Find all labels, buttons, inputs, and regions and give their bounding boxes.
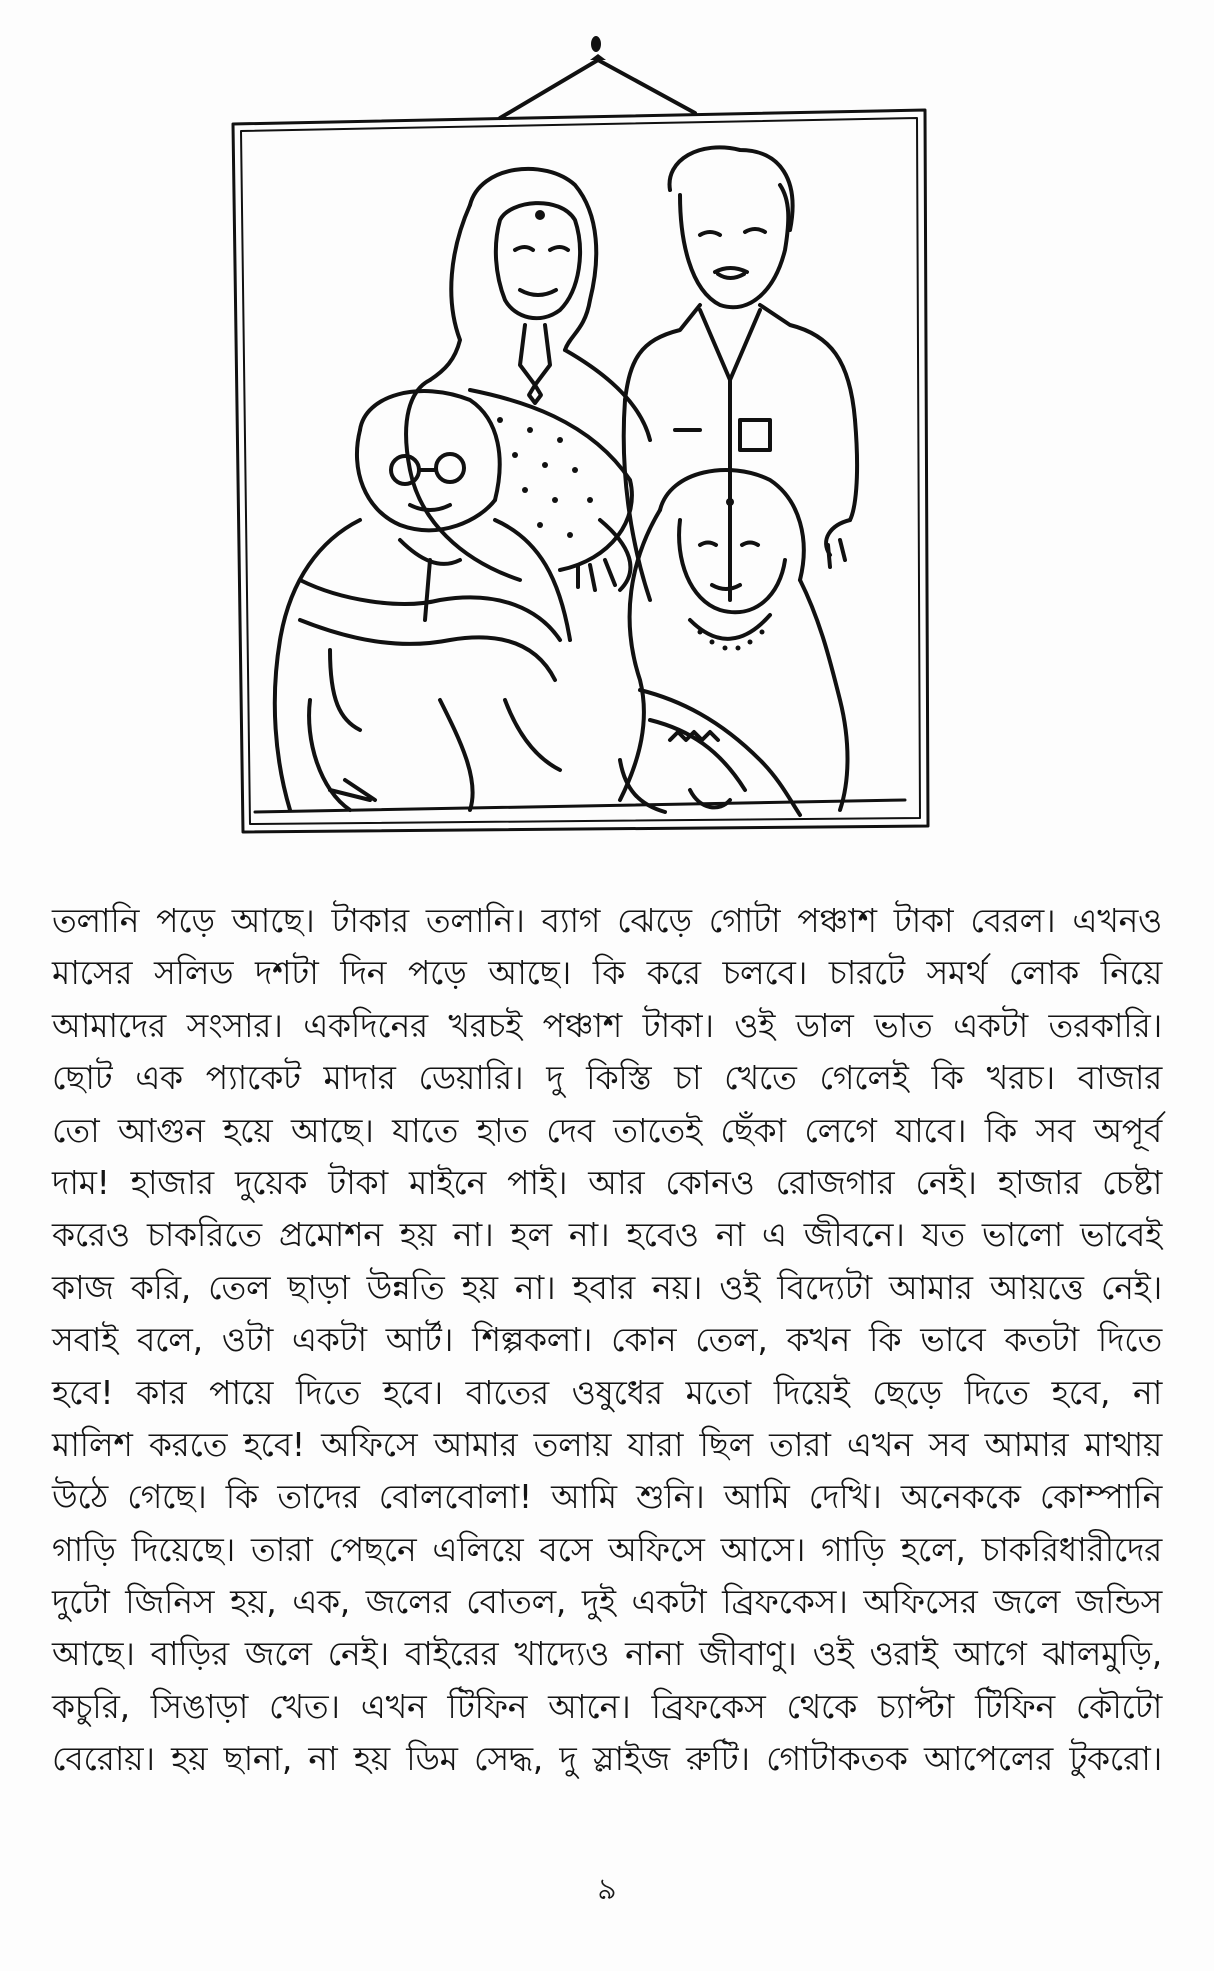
hanging-nail-icon: [500, 36, 695, 118]
text-line: গাড়ি দিয়েছে। তারা পেছনে এলিয়ে বসে অফিসে আসে। গাড়ি হলে, চাকরিধারীদের: [52, 1529, 1162, 1569]
text-line: তলানি পড়ে আছে। টাকার তলানি। ব্যাগ ঝেড়ে গোটা পঞ্চাশ টাকা বেরল। এখনও: [52, 901, 1162, 940]
text-line: মালিশ করতে হবে! অফিসে আমার তলায় যারা ছিল তারা এখন সব আমার মাথায়: [52, 1424, 1162, 1464]
text-line: উঠে গেছে। কি তাদের বোলবোলা! আমি শুনি। আমি দেখি। অনেককে কোম্পানি: [52, 1477, 1162, 1517]
text-line: হবে! কার পায়ে দিতে হবে। বাতের ওষুধের মতো দিয়েই ছেড়ে দিতে হবে, না: [52, 1372, 1162, 1412]
standing-woman-figure: [406, 169, 650, 590]
text-line: কাজ করি, তেল ছাড়া উন্নতি হয় না। হবার নয়। ওই বিদ্যেটা আমার আয়ত্তে নেই।: [52, 1267, 1162, 1307]
text-line: সবাই বলে, ওটা একটা আর্ট। শিল্পকলা। কোন তেল, কখন কি ভাবে কতটা দিতে: [52, 1320, 1162, 1360]
text-line: দাম! হাজার দুয়েক টাকা মাইনে পাই। আর কোনও রোজগার নেই। হাজার চেষ্টা: [52, 1162, 1162, 1202]
seated-old-woman-figure: [620, 470, 848, 815]
body-paragraph: [52, 895, 1162, 1786]
table-edge: [255, 800, 905, 812]
text-line: ছোট এক প্যাকেট মাদার ডেয়ারি। দু কিস্তি চা খেতে গেলেই কি খরচ। বাজার: [52, 1058, 1162, 1098]
text-line: মাসের সলিড দশটা দিন পড়ে আছে। কি করে চলবে। চারটে সমর্থ লোক নিয়ে: [52, 953, 1162, 993]
seated-old-man-figure: [275, 391, 570, 810]
text-line: তো আগুন হয়ে আছে। যাতে হাত দেব তাতেই ছেঁকা লেগে যাবে। কি সব অপূর্ব: [52, 1110, 1162, 1150]
text-line: কচুরি, সিঙাড়া খেত। এখন টিফিন আনে। ব্রিফকেস থেকে চ্যাপ্টা টিফিন কৌটো: [52, 1686, 1162, 1726]
text-line: দুটো জিনিস হয়, এক, জলের বোতল, দুই একটা ব্রিফকেস। অফিসের জলে জন্ডিস: [52, 1582, 1162, 1622]
family-portrait-illustration: [0, 0, 1214, 850]
picture-frame: [233, 110, 928, 832]
text-line: করেও চাকরিতে প্রমোশন হয় না। হল না। হবেও না এ জীবনে। যত ভালো ভাবেই: [52, 1215, 1162, 1255]
text-line: আমাদের সংসার। একদিনের খরচই পঞ্চাশ টাকা। ওই ডাল ভাত একটা তরকারি।: [52, 1005, 1162, 1045]
text-line: আছে। বাড়ির জলে নেই। বাইরের খাদ্যেও নানা জীবাণু। ওই ওরাই আগে ঝালমুড়ি,: [52, 1634, 1162, 1674]
text-line: বেরোয়। হয় ছানা, না হয় ডিম সেদ্ধ, দু স্লাইজ রুটি। গোটাকতক আপেলের টুকরো।: [52, 1739, 1162, 1779]
page-number: ৯: [597, 1872, 617, 1907]
standing-man-figure: [624, 147, 857, 600]
